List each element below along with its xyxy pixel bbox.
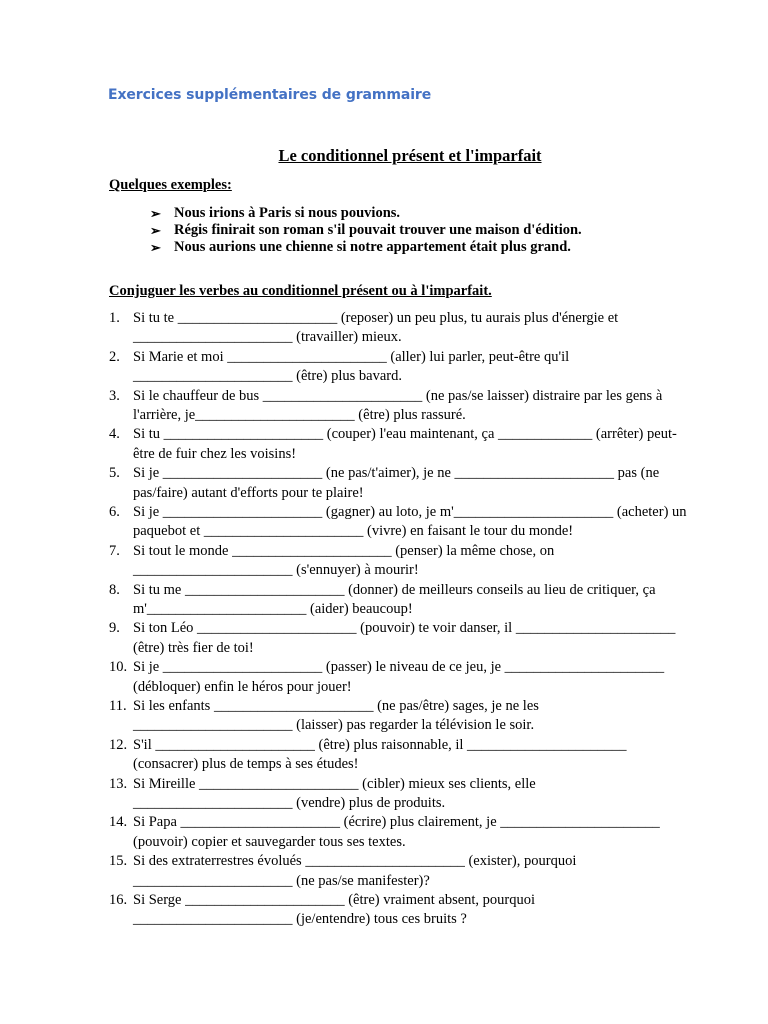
exercise-line: l'arrière, je______________________ (être) plus rassuré. (133, 407, 466, 423)
arrow-bullet-icon: ➢ (150, 223, 161, 238)
example-item (150, 222, 582, 239)
exercise-item (109, 348, 729, 387)
exercise-line: Si tu me ______________________ (donner) de meilleurs conseils au lieu de critiquer, ça (133, 581, 656, 598)
exercise-line: (consacrer) plus de temps à ses études! (133, 756, 359, 773)
exercise-number: 14. (109, 814, 128, 831)
exercise-line: ______________________ (s'ennuyer) à mourir! (133, 562, 419, 579)
exercise-number: 4. (109, 426, 120, 443)
exercise-line: ______________________ (ne pas/se manifester)? (133, 872, 430, 889)
exercise-list (109, 309, 729, 930)
exercise-number: 15. (109, 853, 128, 870)
exercise-line: pas/faire) autant d'efforts pour te plaire! (133, 484, 364, 501)
exercise-item (109, 891, 729, 930)
exercise-line: Si Papa ______________________ (écrire) plus clairement, je ______________________ (133, 814, 660, 831)
page-title: Le conditionnel présent et l'imparfait (278, 146, 542, 165)
exercise-item (109, 309, 729, 348)
exercise-number: 11. (109, 697, 127, 714)
instructions: Conjuguer les verbes au conditionnel présent ou à l'imparfait. (109, 283, 492, 299)
exercise-line: être de fuir chez les voisins! (133, 445, 297, 462)
example-text: Nous irions à Paris si nous pouvions. (174, 205, 401, 221)
examples-list (150, 205, 582, 256)
exercise-line: (pouvoir) copier et sauvegarder tous ses textes. (133, 833, 406, 850)
examples-label: Quelques exemples: (109, 177, 232, 193)
exercise-line: (être) très fier de toi! (133, 639, 254, 656)
exercise-line: Si les enfants ______________________ (ne pas/être) sages, je ne les (133, 697, 539, 714)
exercise-line: Si des extraterrestres évolués ______________________ (exister), pourquoi (133, 853, 577, 870)
exercise-item (109, 697, 729, 736)
exercise-number: 9. (109, 620, 120, 637)
exercise-number: 7. (109, 542, 120, 559)
exercise-item (109, 581, 729, 620)
exercise-line: Si tu te ______________________ (reposer) un peu plus, tu aurais plus d'énergie et (133, 310, 619, 326)
exercise-number: 10. (109, 659, 128, 676)
exercise-number: 13. (109, 775, 128, 792)
exercise-item (109, 619, 729, 658)
exercise-number: 12. (109, 736, 128, 753)
exercise-line: Si Serge ______________________ (être) vraiment absent, pourquoi (133, 891, 536, 908)
exercise-item (109, 658, 729, 697)
exercise-line: Si je ______________________ (ne pas/t'aimer), je ne ______________________ pas (ne (133, 465, 660, 482)
exercise-number: 2. (109, 348, 120, 365)
exercise-line: Si je ______________________ (gagner) au loto, je m'______________________ (acheter) un (133, 503, 687, 520)
exercise-number: 5. (109, 465, 120, 482)
example-item (150, 205, 582, 222)
exercise-number: 8. (109, 581, 120, 598)
exercise-line: ______________________ (je/entendre) tous ces bruits ? (133, 911, 467, 928)
exercise-item (109, 387, 729, 426)
exercise-line: S'il ______________________ (être) plus raisonnable, il ______________________ (133, 736, 627, 753)
example-text: Régis finirait son roman s'il pouvait trouver une maison d'édition. (174, 222, 582, 238)
exercise-item (109, 736, 729, 775)
exercise-item (109, 542, 729, 581)
exercise-line: m'______________________ (aider) beaucoup! (133, 600, 413, 617)
example-item (150, 239, 582, 256)
exercise-item (109, 464, 729, 503)
exercise-line: ______________________ (vendre) plus de produits. (133, 794, 446, 811)
exercise-number: 3. (109, 387, 120, 404)
example-text: Nous aurions une chienne si notre appartement était plus grand. (174, 239, 571, 255)
arrow-bullet-icon: ➢ (150, 206, 161, 221)
exercise-line: Si tout le monde ______________________ (penser) la même chose, on (133, 542, 555, 559)
exercise-line: Si tu ______________________ (couper) l'eau maintenant, ça _____________ (arrêter) peut- (133, 426, 677, 443)
exercise-line: ______________________ (laisser) pas regarder la télévision le soir. (133, 717, 535, 734)
exercise-number: 1. (109, 310, 120, 326)
exercise-line: Si Mireille ______________________ (cibler) mieux ses clients, elle (133, 775, 536, 792)
arrow-bullet-icon: ➢ (150, 240, 161, 255)
exercise-line: Si ton Léo ______________________ (pouvoir) te voir danser, il ______________________ (133, 620, 676, 637)
exercise-line: ______________________ (être) plus bavard. (133, 368, 403, 385)
exercise-number: 16. (109, 891, 128, 908)
exercise-line: ______________________ (travailler) mieux. (133, 329, 402, 346)
exercise-line: Si Marie et moi ______________________ (aller) lui parler, peut-être qu'il (133, 348, 570, 365)
exercise-item (109, 775, 729, 814)
exercise-line: Si le chauffeur de bus ______________________ (ne pas/se laisser) distraire par les gens à (133, 387, 663, 404)
exercise-item (109, 852, 729, 891)
exercise-item (109, 503, 729, 542)
exercise-number: 6. (109, 503, 120, 520)
section-header: Exercices supplémentaires de grammaire (108, 87, 432, 103)
exercise-line: (débloquer) enfin le héros pour jouer! (133, 678, 352, 695)
exercise-item (109, 813, 729, 852)
exercise-line: paquebot et ______________________ (vivre) en faisant le tour du monde! (133, 523, 574, 540)
exercise-item (109, 425, 729, 464)
exercise-line: Si je ______________________ (passer) le niveau de ce jeu, je ______________________ (133, 659, 665, 676)
